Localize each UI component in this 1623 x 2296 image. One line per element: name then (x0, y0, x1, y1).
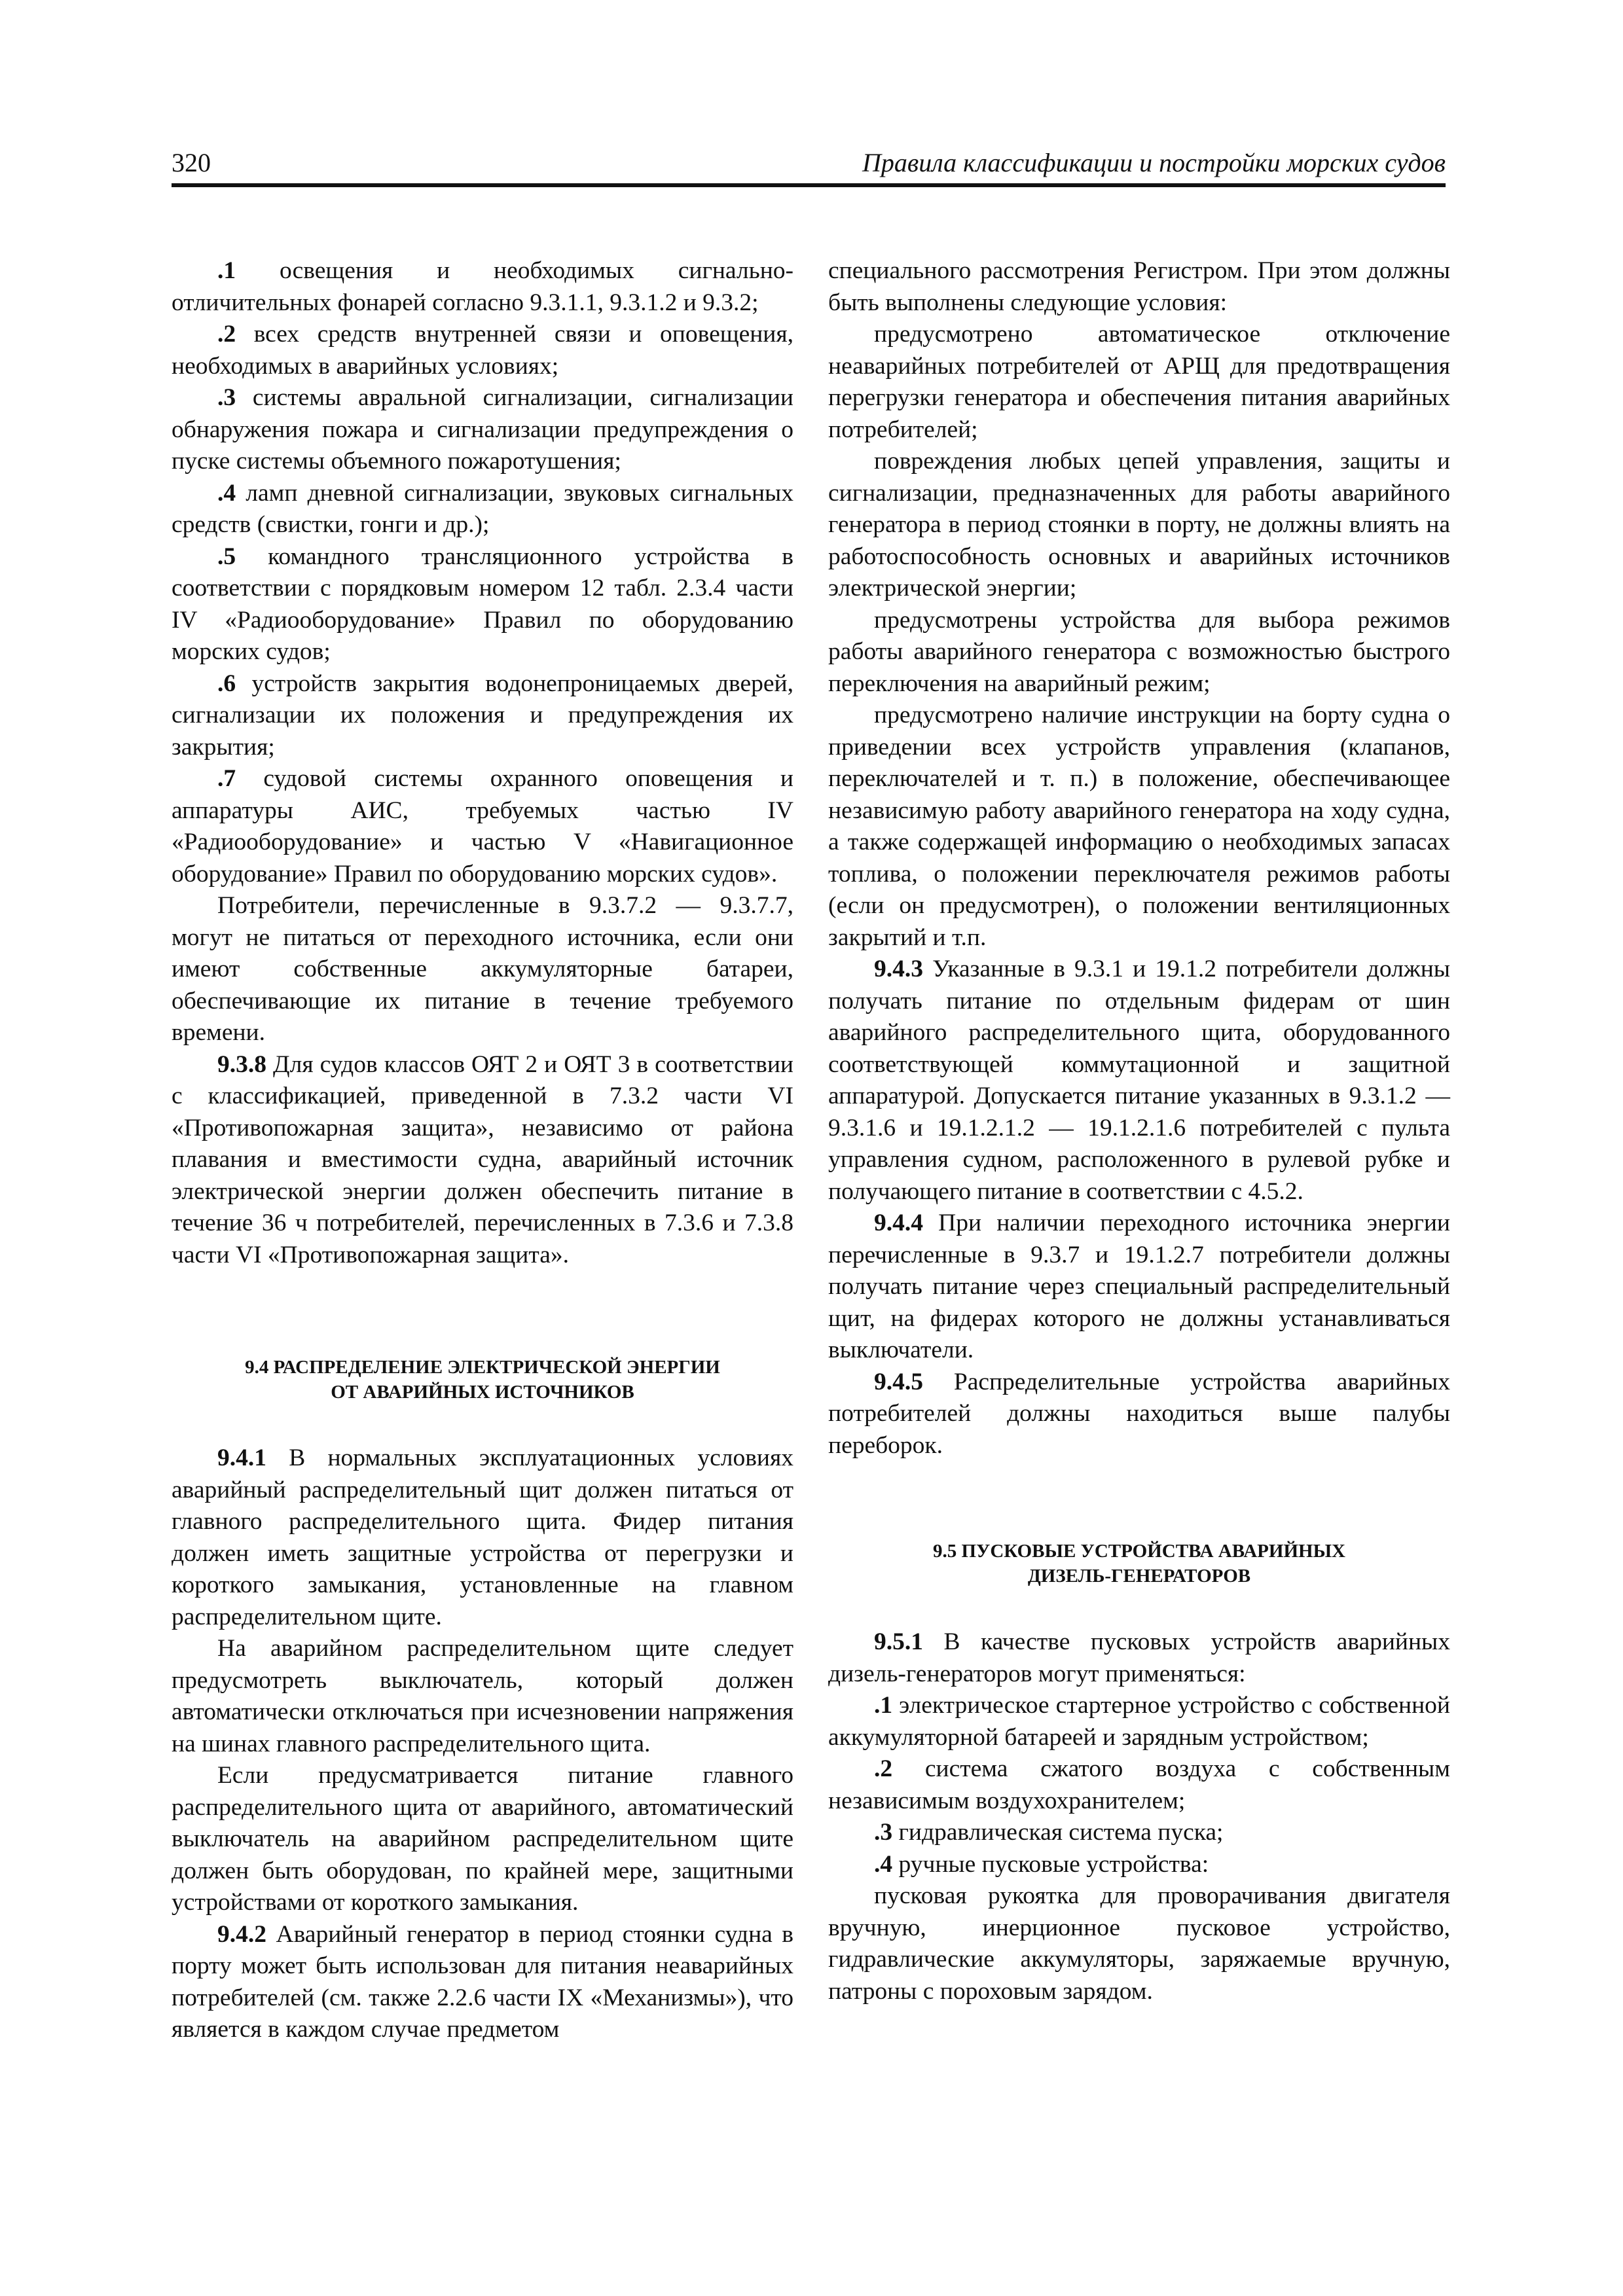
paragraph-text: Распределительные устройства аварийных потребителей должны находиться выше палубы переборок. (828, 1368, 1450, 1459)
item-number: 9.4.1 (217, 1444, 266, 1471)
paragraph (828, 446, 1450, 605)
running-title: Правила классификации и постройки морских судов (862, 148, 1446, 177)
left-column (172, 255, 793, 2046)
paragraph-text: специального рассмотрения Регистром. При этом должны быть выполнены следующие условия: (828, 257, 1450, 316)
paragraph (172, 1049, 793, 1272)
item-number: .7 (217, 765, 236, 792)
paragraph (172, 763, 793, 890)
paragraph (172, 255, 793, 319)
paragraph-text: ламп дневной сигнализации, звуковых сигнальных средств (свистки, гонги и др.); (172, 479, 793, 538)
paragraph (828, 1817, 1450, 1849)
paragraph-text: предусмотрено наличие инструкции на борту судна о приведении всех устройств управления (клапанов, переключателей и т. п.) в положение, обеспечивающее независимую работу аварийного генератора на ходу судна, а также содержащей информацию о необходимых запасах топлива, о положении переключателя режимов работы (если он предусмотрен), о положении вентиляционных закрытий и т.п. (828, 702, 1450, 951)
paragraph (828, 1367, 1450, 1462)
section-heading-9-4 (172, 1355, 793, 1405)
paragraph (172, 1919, 793, 2046)
paragraph-text: предусмотрены устройства для выбора режимов работы аварийного генератора с возможностью быстрого переключения на аварийный режим; (828, 606, 1450, 697)
paragraph-text: судовой системы охранного оповещения и аппаратуры АИС, требуемых частью IV «Радиооборудование» и частью V «Навигационное оборудование» Правил по оборудованию морских судов». (172, 765, 793, 888)
paragraph (172, 319, 793, 382)
paragraph-text: повреждения любых цепей управления, защиты и сигнализации, предназначенных для работы аварийного генератора в период стоянки в порту, не должны влиять на работоспособность основных и аварийных источников электрической энергии; (828, 448, 1450, 601)
paragraph-text: Если предусматривается питание главного распределительного щита от аварийного, автоматический выключатель на аварийном распределительном щите должен быть оборудован, по крайней мере, защитными устройствами от короткого замыкания. (172, 1762, 793, 1916)
paragraph (828, 319, 1450, 446)
paragraph (828, 1849, 1450, 1881)
page-header (172, 143, 1446, 187)
paragraph (828, 605, 1450, 700)
paragraph (828, 1208, 1450, 1367)
section-heading-line: 9.4 РАСПРЕДЕЛЕНИЕ ЭЛЕКТРИЧЕСКОЙ ЭНЕРГИИ (245, 1357, 720, 1378)
section-heading-line: ОТ АВАРИЙНЫХ ИСТОЧНИКОВ (331, 1382, 634, 1403)
section-heading-line: ДИЗЕЛЬ-ГЕНЕРАТОРОВ (1027, 1566, 1251, 1587)
paragraph-text: система сжатого воздуха с собственным независимым воздухохранителем; (828, 1755, 1450, 1814)
item-number: .3 (217, 384, 236, 411)
paragraph (172, 478, 793, 541)
paragraph (172, 668, 793, 764)
paragraph-text: пусковая рукоятка для проворачивания двигателя вручную, инерционное пусковое устройство, гидравлические аккумуляторы, заряжаемые вручную, патроны с пороховым зарядом. (828, 1882, 1450, 2005)
left-paragraphs (172, 255, 793, 1271)
paragraph (172, 1760, 793, 1919)
paragraph (828, 954, 1450, 1208)
paragraph (172, 1633, 793, 1760)
left-paragraphs-2 (172, 1443, 793, 2046)
paragraph-text: В нормальных эксплуатационных условиях аварийный распределительный щит должен питаться от главного распределительного щита. Фидер питания должен иметь защитные устройства от перегрузки и короткого замыкания, установленные на главном распределительном щите. (172, 1444, 793, 1630)
paragraph (828, 1880, 1450, 2007)
item-number: .1 (874, 1692, 893, 1719)
paragraph-text: системы авральной сигнализации, сигнализации обнаружения пожара и сигнализации предупреждения о пуске системы объемного пожаротушения; (172, 384, 793, 475)
item-number: .2 (874, 1755, 893, 1782)
item-number: .2 (217, 321, 236, 348)
paragraph (828, 1626, 1450, 1690)
item-number: .4 (217, 479, 236, 507)
paragraph-text: Указанные в 9.3.1 и 19.1.2 потребители должны получать питание по отдельным фидерам от шин аварийного распределительного щита, оборудованного соответствующей коммутационной и защитной аппаратурой. Допускается питание указанных в 9.3.1.2 — 9.3.1.6 и 19.1.2.1.2 — 19.1.2.1.6 потребителей с пульта управления судном, расположенного в рулевой рубке и получающего питание в соответствии с 4.5.2. (828, 956, 1450, 1205)
page-number: 320 (172, 148, 211, 177)
paragraph-text: гидравлическая система пуска; (892, 1819, 1224, 1846)
item-number: 9.4.5 (874, 1368, 923, 1395)
item-number: 9.5.1 (874, 1628, 923, 1655)
paragraph (172, 541, 793, 668)
right-paragraphs-2 (828, 1626, 1450, 2007)
item-number: .6 (217, 670, 236, 697)
paragraph (828, 1753, 1450, 1817)
paragraph-text: командного трансляционного устройства в соответствии с порядковым номером 12 табл. 2.3.4 части IV «Радиооборудование» Правил по оборудованию морских судов; (172, 543, 793, 665)
item-number: .3 (874, 1819, 893, 1846)
item-number: 9.4.3 (874, 956, 923, 982)
section-heading-line: 9.5 ПУСКОВЫЕ УСТРОЙСТВА АВАРИЙНЫХ (933, 1541, 1345, 1562)
paragraph-text: Аварийный генератор в период стоянки судна в порту может быть использован для питания неаварийных потребителей (см. также 2.2.6 части IX «Механизмы»), что является в каждом случае предметом (172, 1920, 793, 2043)
paragraph-text: Для судов классов ОЯТ 2 и ОЯТ 3 в соответствии с классификацией, приведенной в 7.3.2 части VI «Противопожарная защита», независимо от района плавания и вместимости судна, аварийный источник электрической энергии должен обеспечить питание в течение 36 ч потребителей, перечисленных в 7.3.6 и 7.3.8 части VI «Противопожарная защита». (172, 1050, 793, 1268)
section-heading-9-5 (828, 1539, 1450, 1588)
paragraph-text: Потребители, перечисленные в 9.3.7.2 — 9.3.7.7, могут не питаться от переходного источника, если они имеют собственные аккумуляторные батареи, обеспечивающие их питание в течение требуемого времени. (172, 892, 793, 1046)
item-number: 9.4.2 (217, 1920, 266, 1948)
paragraph-text: При наличии переходного источника энергии перечисленные в 9.3.7 и 19.1.2.7 потребители должны получать питание через специальный распределительный щит, на фидерах которого не должны устанавливаться выключатели. (828, 1210, 1450, 1363)
paragraph (828, 1690, 1450, 1753)
paragraph (172, 890, 793, 1049)
paragraph (172, 1443, 793, 1633)
item-number: .1 (217, 257, 236, 284)
paragraph-text: освещения и необходимых сигнально-отличительных фонарей согласно 9.3.1.1, 9.3.1.2 и 9.3.2; (172, 257, 793, 316)
right-column (828, 255, 1450, 2007)
paragraph (828, 700, 1450, 954)
paragraph (828, 255, 1450, 319)
item-number: .5 (217, 543, 236, 570)
paragraph-text: предусмотрено автоматическое отключение неаварийных потребителей от АРЩ для предотвращения перегрузки генератора и обеспечения питания аварийных потребителей; (828, 321, 1450, 443)
item-number: 9.3.8 (217, 1050, 266, 1078)
item-number: 9.4.4 (874, 1210, 923, 1236)
paragraph-text: устройств закрытия водонепроницаемых дверей, сигнализации их положения и предупреждения их закрытия; (172, 670, 793, 761)
paragraph-text: В качестве пусковых устройств аварийных дизель-генераторов могут применяться: (828, 1628, 1450, 1687)
paragraph-text: электрическое стартерное устройство с собственной аккумуляторной батареей и зарядным устройством; (828, 1692, 1450, 1751)
right-paragraphs (828, 255, 1450, 1462)
paragraph-text: ручные пусковые устройства: (892, 1850, 1209, 1878)
paragraph-text: На аварийном распределительном щите следует предусмотреть выключатель, который должен автоматически отключаться при исчезновении напряжения на шинах главного распределительного щита. (172, 1635, 793, 1757)
paragraph-text: всех средств внутренней связи и оповещения, необходимых в аварийных условиях; (172, 321, 793, 380)
paragraph (172, 382, 793, 478)
item-number: .4 (874, 1850, 893, 1878)
